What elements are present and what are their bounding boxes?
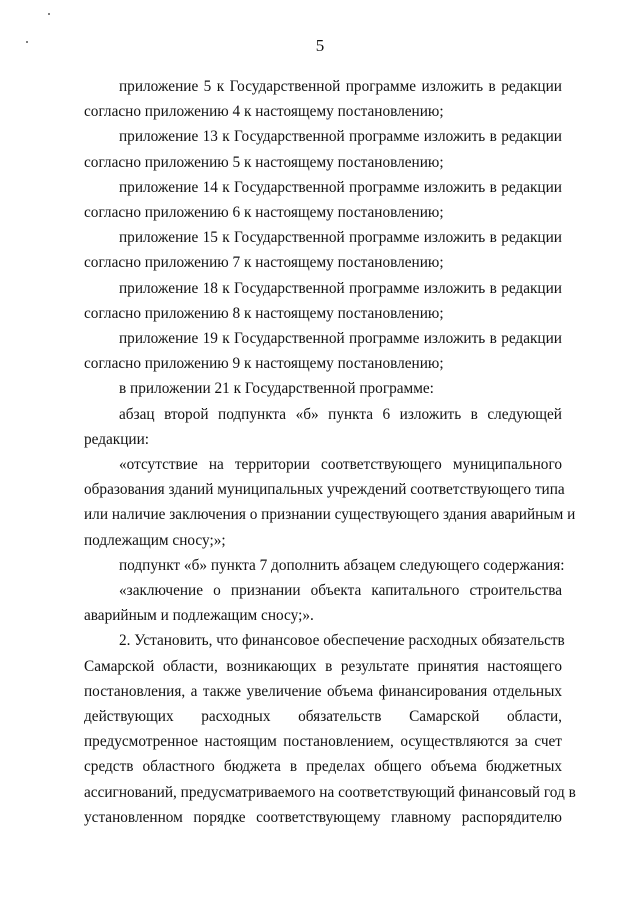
text-line: Самарской области, возникающих в результате принятия настоящего — [84, 657, 562, 675]
text-line: действующих расходных обязательств Самарской области, — [84, 708, 562, 726]
text-line: установленном порядке соответствующему главному распорядителю — [84, 808, 562, 826]
text-line: средств областного бюджета в пределах общего объема бюджетных — [84, 758, 562, 776]
text-line: приложение 14 к Государственной программе изложить в редакции — [119, 178, 562, 196]
text-line: подлежащим сносу;»; — [84, 531, 226, 549]
text-line: приложение 19 к Государственной программе изложить в редакции — [119, 330, 562, 348]
text-line: редакции: — [84, 430, 150, 448]
text-line: 2. Установить, что финансовое обеспечение расходных обязательств — [119, 632, 565, 650]
text-line: приложение 18 к Государственной программе изложить в редакции — [119, 279, 562, 297]
text-line: ассигнований, предусматриваемого на соответствующий финансовый год в — [84, 783, 576, 801]
text-line: согласно приложению 4 к настоящему постановлению; — [84, 103, 444, 121]
text-line: абзац второй подпункта «б» пункта 6 изложить в следующей — [119, 405, 562, 423]
text-line: приложение 5 к Государственной программе изложить в редакции — [119, 78, 562, 95]
text-line: согласно приложению 5 к настоящему постановлению; — [84, 153, 444, 171]
text-line: согласно приложению 7 к настоящему постановлению; — [84, 254, 444, 272]
text-line: или наличие заключения о признании существующего здания аварийным и — [84, 506, 576, 524]
text-line: в приложении 21 к Государственной программе: — [119, 380, 434, 398]
text-line: «отсутствие на территории соответствующего муниципального — [119, 456, 562, 474]
text-line: подпункт «б» пункта 7 дополнить абзацем следующего содержания: — [119, 556, 565, 574]
text-line: «заключение о признании объекта капитального строительства — [119, 582, 562, 600]
text-line: приложение 15 к Государственной программе изложить в редакции — [119, 229, 562, 247]
text-line: постановления, а также увеличение объема финансирования отдельных — [84, 682, 562, 700]
text-line: согласно приложению 8 к настоящему постановлению; — [84, 304, 444, 322]
text-line: предусмотренное настоящим постановлением, осуществляются за счет — [84, 733, 562, 751]
scan-speck — [48, 13, 50, 15]
text-line: аварийным и подлежащим сносу;». — [84, 607, 314, 625]
text-line: согласно приложению 6 к настоящему постановлению; — [84, 204, 444, 222]
text-line: приложение 13 к Государственной программе изложить в редакции — [119, 128, 562, 146]
page-number: 5 — [315, 36, 325, 55]
text-line: согласно приложению 9 к настоящему постановлению; — [84, 355, 444, 373]
text-line: образования зданий муниципальных учреждений соответствующего типа — [84, 481, 565, 499]
document-body — [84, 74, 576, 830]
